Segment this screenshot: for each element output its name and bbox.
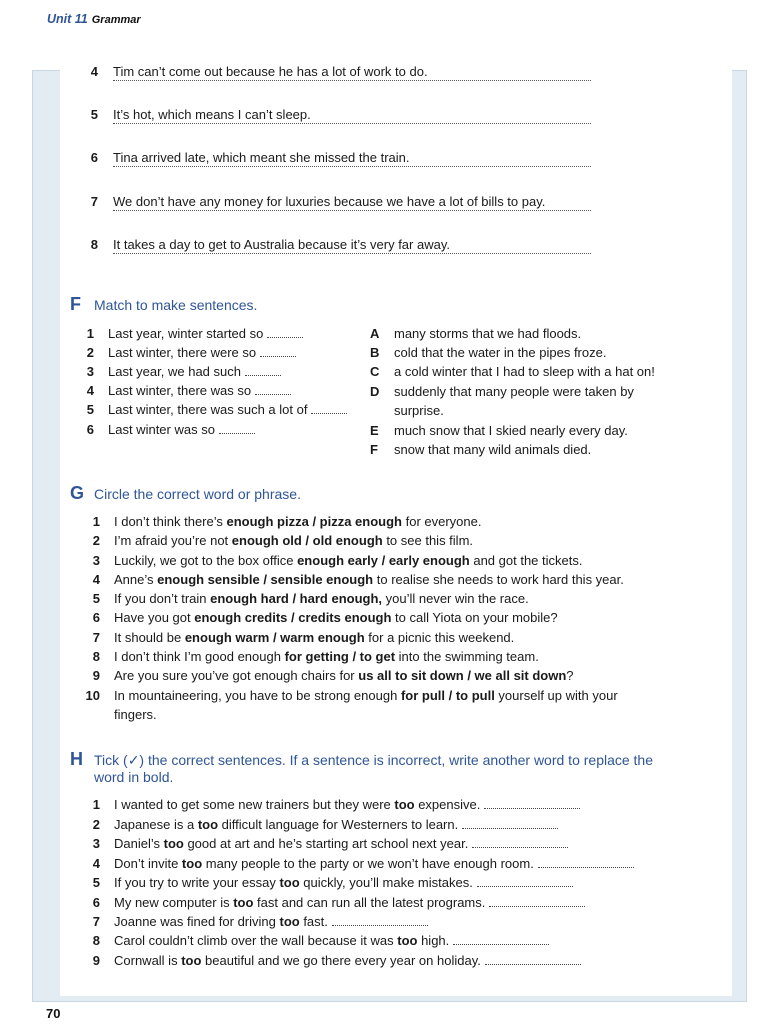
- circle-item: 4 Anne’s enough sensible / sensible enough to realise she needs to work hard this year.: [92, 572, 624, 587]
- unit-label: Unit 11: [47, 12, 88, 26]
- choice-phrase[interactable]: enough old / old enough: [231, 533, 383, 548]
- choice-phrase[interactable]: for pull / to pull: [400, 688, 495, 703]
- tick-item: 6 My new computer is too fast and can run all the latest programs.: [80, 895, 585, 910]
- answer-line[interactable]: [113, 210, 591, 211]
- answer-blank[interactable]: [489, 896, 585, 907]
- circle-item: 1 I don’t think there’s enough pizza / pizza enough for everyone.: [92, 514, 482, 529]
- section-h-heading: H Tick (✓) the correct sentences. If a sentence is incorrect, write another word to replace the: [70, 749, 654, 769]
- choice-phrase[interactable]: for getting / to get: [284, 649, 396, 664]
- match-left-item: 4 Last winter, there was so: [74, 383, 291, 398]
- choice-phrase[interactable]: enough early / early enough: [297, 553, 470, 568]
- tick-item: 7 Joanne was fined for driving too fast.: [80, 914, 428, 929]
- circle-item: 6 Have you got enough credits / credits enough to call Yiota on your mobile?: [92, 610, 558, 625]
- circle-item: 2 I’m afraid you’re not enough old / old enough to see this film.: [92, 533, 474, 548]
- answer-blank[interactable]: [462, 818, 558, 829]
- choice-phrase[interactable]: enough credits / credits enough: [194, 610, 392, 625]
- section-f-heading: F Match to make sentences.: [70, 294, 258, 314]
- answer-blank[interactable]: [255, 384, 291, 395]
- match-right-item: D suddenly that many people were taken by: [370, 384, 634, 399]
- section-g-heading: G Circle the correct word or phrase.: [70, 483, 301, 503]
- choice-phrase[interactable]: us all to sit down / we all sit down: [358, 668, 567, 683]
- answer-blank[interactable]: [260, 346, 296, 357]
- answer-blank[interactable]: [267, 327, 303, 338]
- match-right-item: E much snow that I skied nearly every day.: [370, 423, 628, 438]
- answer-blank[interactable]: [311, 403, 347, 414]
- match-right-item: C a cold winter that I had to sleep with a hat on!: [370, 364, 655, 379]
- circle-item: 8 I don’t think I’m good enough for getting / to get into the swimming team.: [92, 649, 539, 664]
- answer-blank[interactable]: [485, 954, 581, 965]
- circle-item: 3 Luckily, we got to the box office enough early / early enough and got the tickets.: [92, 553, 583, 568]
- match-left-item: 1 Last year, winter started so: [74, 326, 303, 341]
- match-right-item: F snow that many wild animals died.: [370, 442, 592, 457]
- unit-header: [47, 12, 141, 26]
- tick-item: 4 Don’t invite too many people to the party or we won’t have enough room.: [80, 856, 634, 871]
- choice-phrase[interactable]: enough pizza / pizza enough: [226, 514, 402, 529]
- circle-item-continuation: fingers.: [114, 707, 157, 722]
- tick-item: 1 I wanted to get some new trainers but they were too expensive.: [80, 797, 580, 812]
- circle-item: 9 Are you sure you’ve got enough chairs for us all to sit down / we all sit down?: [92, 668, 574, 683]
- answer-blank[interactable]: [332, 915, 428, 926]
- answer-blank[interactable]: [472, 837, 568, 848]
- answer-blank[interactable]: [453, 934, 549, 945]
- tick-item: 2 Japanese is a too difficult language for Westerners to learn.: [80, 817, 558, 832]
- section-h-heading-line2: word in bold.: [94, 769, 174, 785]
- answer-blank[interactable]: [477, 876, 573, 887]
- answer-blank[interactable]: [245, 365, 281, 376]
- tick-item: 5 If you try to write your essay too quickly, you’ll make mistakes.: [80, 875, 573, 890]
- tick-item: 8 Carol couldn’t climb over the wall because it was too high.: [80, 933, 549, 948]
- match-right-item: A many storms that we had floods.: [370, 326, 582, 341]
- answer-blank[interactable]: [219, 423, 255, 434]
- match-left-item: 6 Last winter was so: [74, 422, 255, 437]
- circle-item: 10 In mountaineering, you have to be strong enough for pull / to pull yourself up with your: [85, 688, 618, 703]
- choice-phrase[interactable]: enough sensible / sensible enough: [157, 572, 374, 587]
- choice-phrase[interactable]: enough hard / hard enough,: [210, 591, 383, 606]
- tick-item: 9 Cornwall is too beautiful and we go there every year on holiday.: [80, 953, 581, 968]
- section-label: Grammar: [91, 14, 141, 26]
- answer-blank[interactable]: [484, 798, 580, 809]
- match-left-item: 2 Last winter, there were so: [74, 345, 296, 360]
- circle-item: 5 If you don’t train enough hard / hard enough, you’ll never win the race.: [92, 591, 529, 606]
- choice-phrase[interactable]: enough warm / warm enough: [184, 630, 365, 645]
- match-right-item: B cold that the water in the pipes froze.: [370, 345, 607, 360]
- tick-item: 3 Daniel’s too good at art and he’s starting art school next year.: [80, 836, 568, 851]
- page-number: 70: [46, 1006, 61, 1021]
- answer-line[interactable]: [113, 253, 591, 254]
- answer-line[interactable]: [113, 123, 591, 124]
- circle-item: 7 It should be enough warm / warm enough for a picnic this weekend.: [92, 630, 515, 645]
- match-left-item: 3 Last year, we had such: [74, 364, 281, 379]
- match-right-item: surprise.: [394, 403, 444, 418]
- answer-blank[interactable]: [538, 857, 634, 868]
- answer-line[interactable]: [113, 80, 591, 81]
- match-left-item: 5 Last winter, there was such a lot of: [74, 402, 347, 417]
- answer-line[interactable]: [113, 166, 591, 167]
